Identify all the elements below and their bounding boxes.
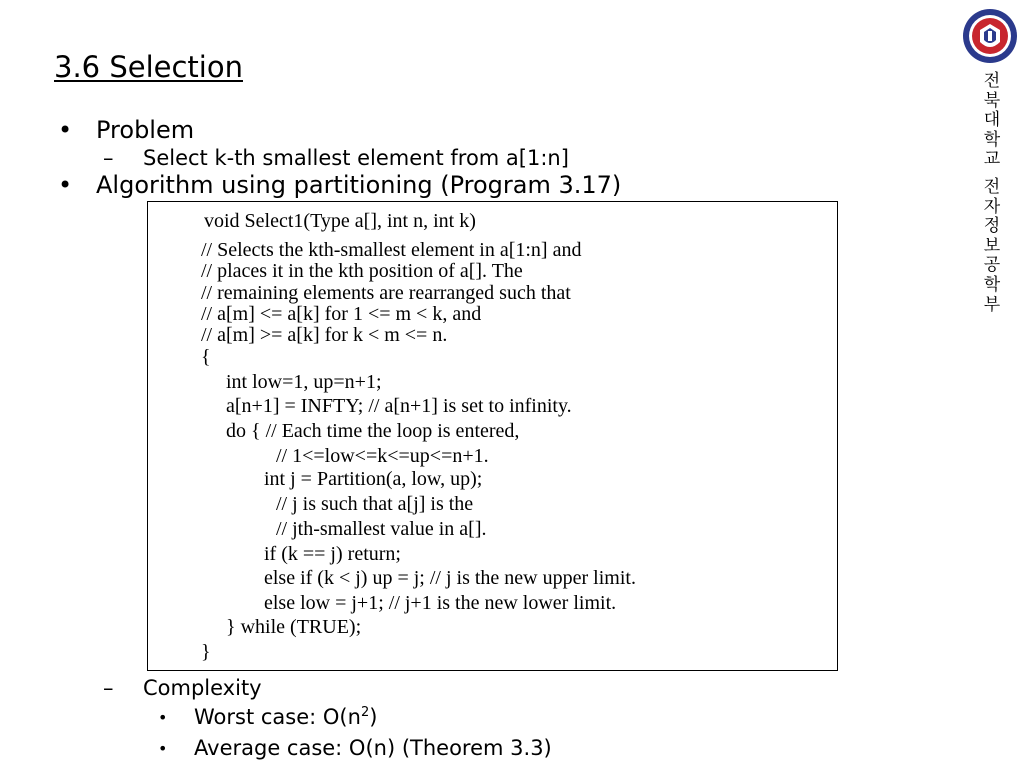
code-line: int j = Partition(a, low, up); bbox=[264, 468, 483, 490]
bullet-mark: • bbox=[58, 116, 73, 144]
code-line: do { // Each time the loop is entered, bbox=[226, 420, 520, 442]
code-line: } while (TRUE); bbox=[226, 616, 362, 638]
worst-case-exponent: 2 bbox=[360, 705, 370, 720]
bullet-mark: • bbox=[58, 171, 73, 199]
code-line: if (k == j) return; bbox=[264, 543, 401, 565]
code-line: int low=1, up=n+1; bbox=[226, 371, 382, 393]
worst-case-suffix: ) bbox=[369, 705, 378, 729]
dept-char: 학 bbox=[983, 129, 1001, 150]
code-line: // remaining elements are rearranged such that bbox=[201, 282, 571, 304]
code-line: // j is such that a[j] is the bbox=[276, 493, 474, 515]
bullet-problem-text: Problem bbox=[96, 116, 195, 144]
code-line: // a[m] <= a[k] for 1 <= m < k, and bbox=[201, 303, 482, 325]
sub-bullet-problem bbox=[103, 146, 569, 170]
bullet-average-case bbox=[158, 736, 552, 760]
bullet-algorithm-text: Algorithm using partitioning (Program 3.17) bbox=[96, 171, 622, 199]
sub-bullet-complexity bbox=[103, 676, 262, 700]
bullet-algorithm bbox=[58, 171, 622, 199]
code-line: // places it in the kth position of a[]. The bbox=[201, 260, 523, 282]
dept-char: 자 bbox=[983, 196, 1001, 217]
slide-title: 3.6 Selection bbox=[54, 50, 243, 84]
dept-char: 전 bbox=[983, 71, 1001, 91]
bullet-mark: • bbox=[158, 708, 168, 727]
university-seal-logo bbox=[962, 8, 1018, 64]
code-line: else if (k < j) up = j; // j is the new upper limit. bbox=[264, 567, 636, 589]
bullet-problem bbox=[58, 116, 195, 144]
code-line: // Selects the kth-smallest element in a[1:n] and bbox=[201, 239, 582, 261]
dept-char: 대 bbox=[983, 110, 1001, 131]
code-line: } bbox=[201, 641, 211, 663]
code-line: void Select1(Type a[], int n, int k) bbox=[204, 210, 476, 232]
dept-char: 정 bbox=[983, 216, 1001, 237]
dept-char: 전 bbox=[983, 176, 1001, 197]
bullet-mark: • bbox=[158, 739, 168, 758]
code-line: // jth-smallest value in a[]. bbox=[276, 518, 487, 540]
sub-bullet-problem-text: Select k-th smallest element from a[1:n] bbox=[143, 146, 569, 170]
dash-mark: – bbox=[103, 146, 114, 170]
average-case-text: Average case: O(n) (Theorem 3.3) bbox=[194, 736, 552, 760]
code-line: else low = j+1; // j+1 is the new lower limit. bbox=[264, 592, 617, 614]
dept-char: 보 bbox=[983, 235, 1001, 256]
code-box bbox=[147, 201, 838, 671]
dept-char: 교 bbox=[983, 149, 1001, 170]
dash-mark: – bbox=[103, 676, 114, 700]
code-line: a[n+1] = INFTY; // a[n+1] is set to infinity. bbox=[226, 395, 572, 417]
code-line: { bbox=[201, 346, 211, 368]
department-name-vertical bbox=[980, 72, 1004, 315]
worst-case-prefix: Worst case: O(n bbox=[194, 705, 361, 729]
dept-char: 학 bbox=[983, 274, 1001, 295]
sub-bullet-complexity-text: Complexity bbox=[143, 676, 262, 700]
dept-char: 북 bbox=[983, 90, 1001, 111]
bullet-worst-case bbox=[158, 705, 378, 729]
dept-char: 공 bbox=[983, 255, 1001, 276]
code-line: // a[m] >= a[k] for k < m <= n. bbox=[201, 324, 448, 346]
code-line: // 1<=low<=k<=up<=n+1. bbox=[276, 445, 489, 467]
dept-char: 부 bbox=[983, 294, 1001, 315]
